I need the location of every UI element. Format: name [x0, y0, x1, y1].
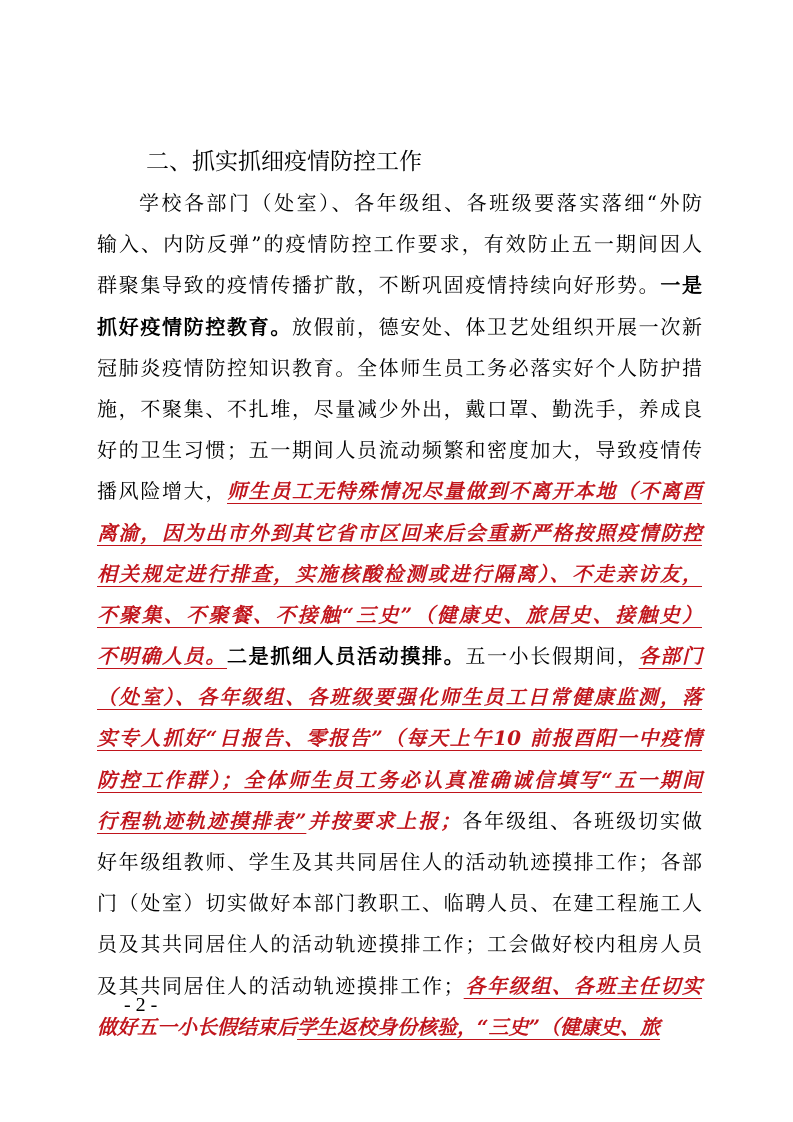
- text-run: 群聚集导致的疫情传播扩散，不断巩固疫情持续向好形势。: [97, 273, 661, 298]
- bold-text-run: 一是: [660, 273, 703, 298]
- text-run: 播风险增大，: [97, 479, 227, 504]
- text-line: [97, 1007, 702, 1048]
- body-text: [97, 183, 702, 1048]
- text-line: [97, 595, 702, 636]
- text-run: 员及其共同居住人的活动轨迹摸排工作；工会做好校内租房人员: [97, 932, 702, 957]
- highlight-text-run: 离渝，因为出市外到其它省市区回来后会重新严格按照疫情防控: [97, 520, 702, 545]
- highlight-text-run: 相关规定进行排查，实施核酸检测或进行隔离）、不走亲访友，: [97, 561, 702, 586]
- text-line: [97, 677, 702, 718]
- highlight-text-run: 各年级组、各班主任切实: [463, 973, 703, 998]
- text-line: [97, 430, 702, 471]
- text-line: [97, 183, 702, 224]
- text-line: [97, 307, 702, 348]
- text-run: 及其共同居住人的活动轨迹摸排工作；: [97, 973, 464, 998]
- highlight-text-run: 并按要求上报；: [306, 808, 461, 833]
- highlight-text-run: （处室）、各年级组、各班级要强化师生员工日常健康监测，落: [97, 685, 702, 710]
- highlight-text-run: 实专人抓好“日报告、零报告”（每天上午10 前报酉阳一中疫情: [97, 726, 702, 751]
- page-number: - 2 -: [124, 994, 158, 1016]
- text-line: [97, 348, 702, 389]
- text-line: [97, 389, 702, 430]
- text-line: [97, 842, 702, 883]
- text-run: 好的卫生习惯；五一期间人员流动频繁和密度加大，导致疫情传: [97, 438, 702, 463]
- text-run: 各年级组、各班级切实做: [460, 808, 703, 833]
- text-run: 放假前，德安处、体卫艺处组织开展一次新: [292, 314, 702, 339]
- highlight-text-run: 行程轨迹轨迹摸排表”: [97, 808, 307, 833]
- text-run: 施，不聚集、不扎堆，尽量减少外出，戴口罩、勤洗手，养成良: [97, 396, 702, 421]
- text-line: [97, 554, 702, 595]
- text-run: 好年级组教师、学生及其共同居住人的活动轨迹摸排工作；各部: [97, 850, 702, 874]
- highlight-text-run: 防控工作群）；全体师生员工务必认真准确诚信填写“五一期间: [97, 767, 702, 792]
- bold-text-run: 抓好疫情防控教育。: [97, 314, 292, 339]
- text-line: [97, 760, 702, 801]
- text-line: [97, 513, 702, 554]
- highlight-text-run: 不聚集、不聚餐、不接触“三史”（健康史、旅居史、接触史）: [97, 602, 702, 627]
- text-line: [97, 224, 702, 265]
- highlight-text-run: 各部门: [638, 644, 703, 669]
- text-run: 冠肺炎疫情防控知识教育。全体师生员工务必落实好个人防护措: [97, 355, 702, 380]
- text-line: [97, 801, 702, 842]
- text-run: 学校各部门（处室）、各年级组、各班级要落实落细“外防: [139, 191, 702, 215]
- bold-text-run: 二是抓细人员活动摸排。: [227, 644, 466, 669]
- text-line: [97, 966, 702, 1007]
- highlight-text-run: 师生员工无特殊情况尽量做到不离开本地（不离酉: [227, 479, 702, 504]
- text-run: 输入、内防反弹”的疫情防控工作要求，有效防止五一期间因人: [97, 232, 702, 257]
- section-heading: 二、抓实抓细疫情防控工作: [146, 149, 422, 175]
- highlight-text-run: 学生返校身份核验，“三史”（健康史、旅: [297, 1014, 661, 1039]
- text-run: 五一小长假期间，: [465, 644, 639, 669]
- highlight-text-run: 做好五一小长假结束后: [97, 1014, 297, 1039]
- text-line: [97, 883, 702, 924]
- highlight-text-run: 不明确人员。: [97, 644, 227, 669]
- text-line: [97, 924, 702, 965]
- text-line: [97, 718, 702, 759]
- text-line: [97, 636, 702, 677]
- text-line: [97, 471, 702, 512]
- text-line: [97, 265, 702, 306]
- text-run: 门（处室）切实做好本部门教职工、临聘人员、在建工程施工人: [97, 891, 702, 916]
